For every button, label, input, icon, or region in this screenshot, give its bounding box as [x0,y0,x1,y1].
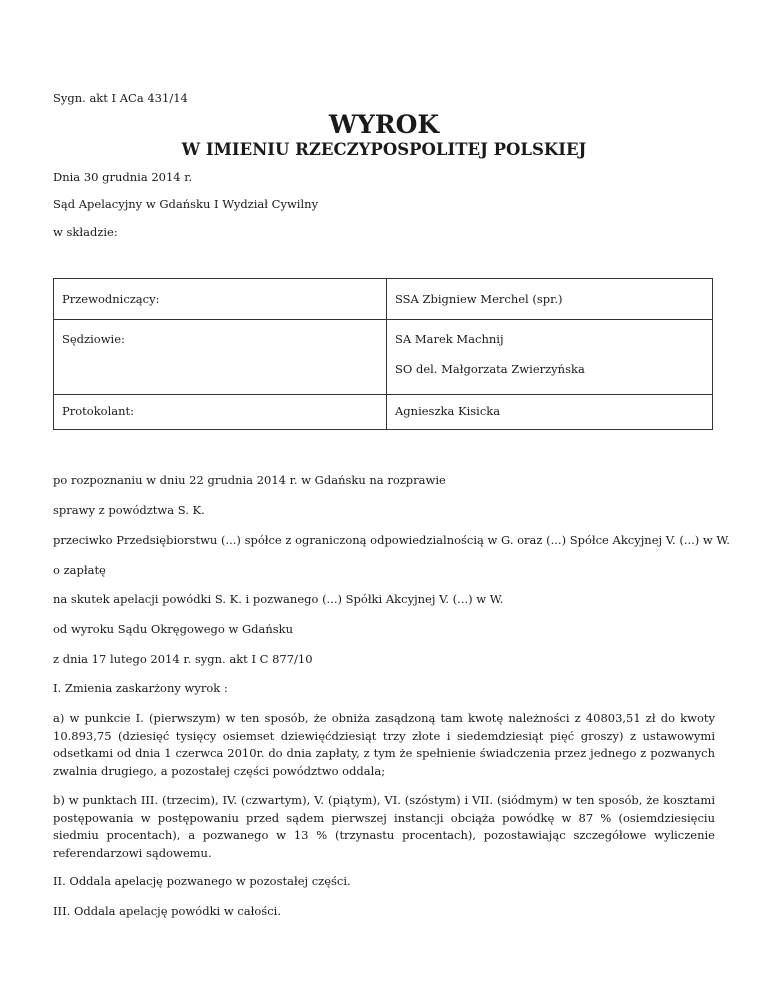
presiding-value: SSA Zbigniew Merchel (spr.) [395,292,563,306]
composition-label: w składzie: [53,225,118,239]
point-1: I. Zmienia zaskarżony wyrok : [53,681,228,695]
case-of-line: sprawy z powództwa S. K. [53,503,205,517]
clerk-value: Agnieszka Kisicka [395,404,501,418]
point-2: II. Oddala apelację pozwanego w pozostałej części. [53,874,351,888]
judge-1: SA Marek Machnij [395,332,504,346]
clerk-label: Protokolant: [62,404,135,418]
presiding-label: Przewodniczący: [62,292,160,306]
appeal-line: na skutek apelacji powódki S. K. i pozwanego (...) Spółki Akcyjnej V. (...) w W. [53,592,504,606]
composition-row-judges [54,320,713,395]
subject-line: o zapłatę [53,563,106,577]
case-signature: Sygn. akt I ACa 431/14 [53,91,188,105]
judgment-of-line: od wyroku Sądu Okręgowego w Gdańsku [53,622,294,636]
composition-row-clerk [54,395,713,430]
point-1a: a) w punkcie I. (pierwszym) w ten sposób, że obniża zasądzoną tam kwotę należności z 40803,51 zł do kwoty 10.893,75 (dziesięć tysięcy osiemset dziewięćdziesiąt trzy złote i siedemdziesiąt pięć groszy) z ustawowymi odsetkami od dnia 1 czerwca 2010r. do dnia zapłaty, z tym że spełnienie świadczenia przez jednego z pozwanych zwalnia drugiego, a pozostałej części powództwo oddala; [53,711,715,778]
date-line: Dnia 30 grudnia 2014 r. [53,170,193,184]
against-line: przeciwko Przedsiębiorstwu (...) spółce z ograniczoną odpowiedzialnością w G. oraz (...) Spółce Akcyjnej V. (...) w W. [53,533,730,547]
judgment-date-line: z dnia 17 lutego 2014 r. sygn. akt I C 877/10 [53,652,313,666]
court-line: Sąd Apelacyjny w Gdańsku I Wydział Cywilny [53,197,319,211]
document-title: WYROK [328,110,440,139]
point-1b: b) w punktach III. (trzecim), IV. (czwartym), V. (piątym), VI. (szóstym) i VII. (siódmym) w ten sposób, że kosztami postępowania w postępowaniu przed sądem pierwszej instancji obciąża powódkę w 87 % (osiemdziesięciu siedmiu procentach), a pozwanego w 13 % (trzynastu procentach), pozostawiając szczegółowe wyliczenie referendarzowi sądowemu. [53,793,715,860]
point-3: III. Oddala apelację powódki w całości. [53,904,282,918]
judge-2: SO del. Małgorzata Zwierzyńska [395,362,585,376]
hearing-line: po rozpoznaniu w dniu 22 grudnia 2014 r. w Gdańsku na rozprawie [53,473,446,487]
judges-label: Sędziowie: [62,332,125,346]
document-subtitle: W IMIENIU RZECZYPOSPOLITEJ POLSKIEJ [181,140,587,159]
composition-row-presiding [54,279,713,320]
composition-table [53,278,713,430]
